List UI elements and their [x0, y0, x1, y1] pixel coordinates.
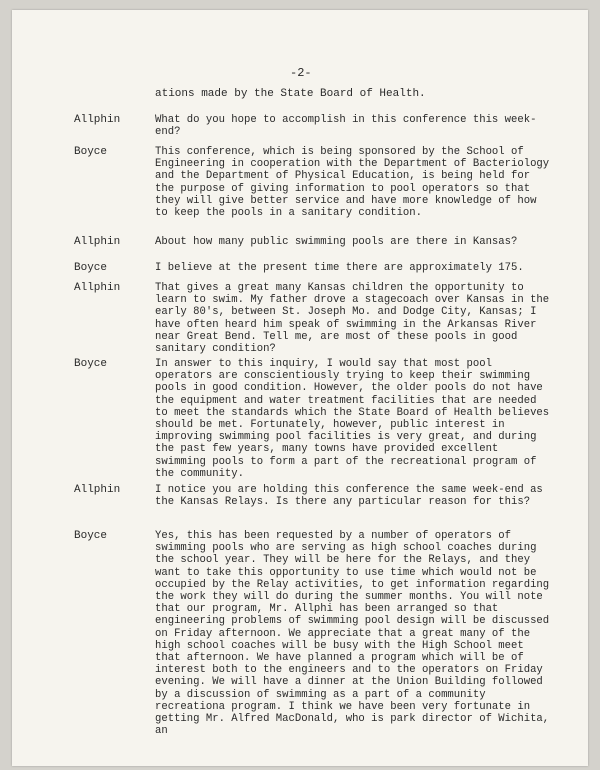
speech-text: I notice you are holding this conference the same week-end as the Kansas Relays. Is there any particular reason for this? [155, 484, 543, 509]
speaker-name: Allphin [74, 484, 121, 496]
page-number: -2- [290, 66, 312, 80]
speech-text: About how many public swimming pools are there in Kansas? [155, 236, 518, 248]
speaker-name: Boyce [74, 146, 108, 158]
speaker-name: Boyce [74, 530, 108, 542]
speaker-name: Allphin [74, 282, 121, 294]
speech-text: This conference, which is being sponsored by the School of Engineering in cooperation with the Department of Bacteriology and the Department of Physical Education, is being held for the purpose of giving information to pool operators so that they will give better service and have more knowledge of how to keep the pools in a sanitary condition. [155, 146, 550, 220]
speech-text: I believe at the present time there are approximately 175. [155, 262, 524, 274]
speaker-name: Boyce [74, 358, 108, 370]
speech-text: In answer to this inquiry, I would say that most pool operators are conscientiously trying to keep their swimming pools in good condition. However, the older pools do not have the equipment and water treatment facilities that are needed to meet the standards which the State Board of Health believes should be met. Fortunately, however, public interest in improving swimming pool facilities is very great, and during the past few years, many towns have provided excellent swimming pools to form a part of the recreational program of the community. [155, 358, 550, 480]
speech-text: That gives a great many Kansas children the opportunity to learn to swim. My father drove a stagecoach over Kansas in the early 80's, between St. Joseph Mo. and Dodge City, Kansas; I have often heard him speak of swimming in the Arkansas River near Great Bend. Tell me, are most of these pools in good sanitary condition? [155, 282, 550, 356]
speaker-name: Allphin [74, 114, 121, 126]
speech-text: Yes, this has been requested by a number of operators of swimming pools who are serving as high school coaches during the school year. They will be here for the Relays, and they want to take this opportunity to use time which would not be occupied by the Relay activities, to get information regarding the work they will do during the summer months. You will note that our program, Mr. Allphi has been arranged so that engineering problems of swimming pool design will be discussed on Friday afternoon. We appreciate that a great many of the high school coaches will be busy with the High School meet that afternoon. We have planned a program which will be of interest both to the engineers and to the operators on Friday evening. We will have a dinner at the Union Building followed by a discussion of swimming as a part of a community recreationa program. I think we have been very fortunate in getting Mr. Alfred MacDonald, who is park director of Wichita, an [155, 530, 550, 738]
document-page [12, 10, 588, 766]
speaker-name: Boyce [74, 262, 108, 274]
speaker-name: Allphin [74, 236, 121, 248]
speech-text: What do you hope to accomplish in this conference this week-end? [155, 114, 537, 139]
continued-line: ations made by the State Board of Health. [155, 88, 426, 100]
